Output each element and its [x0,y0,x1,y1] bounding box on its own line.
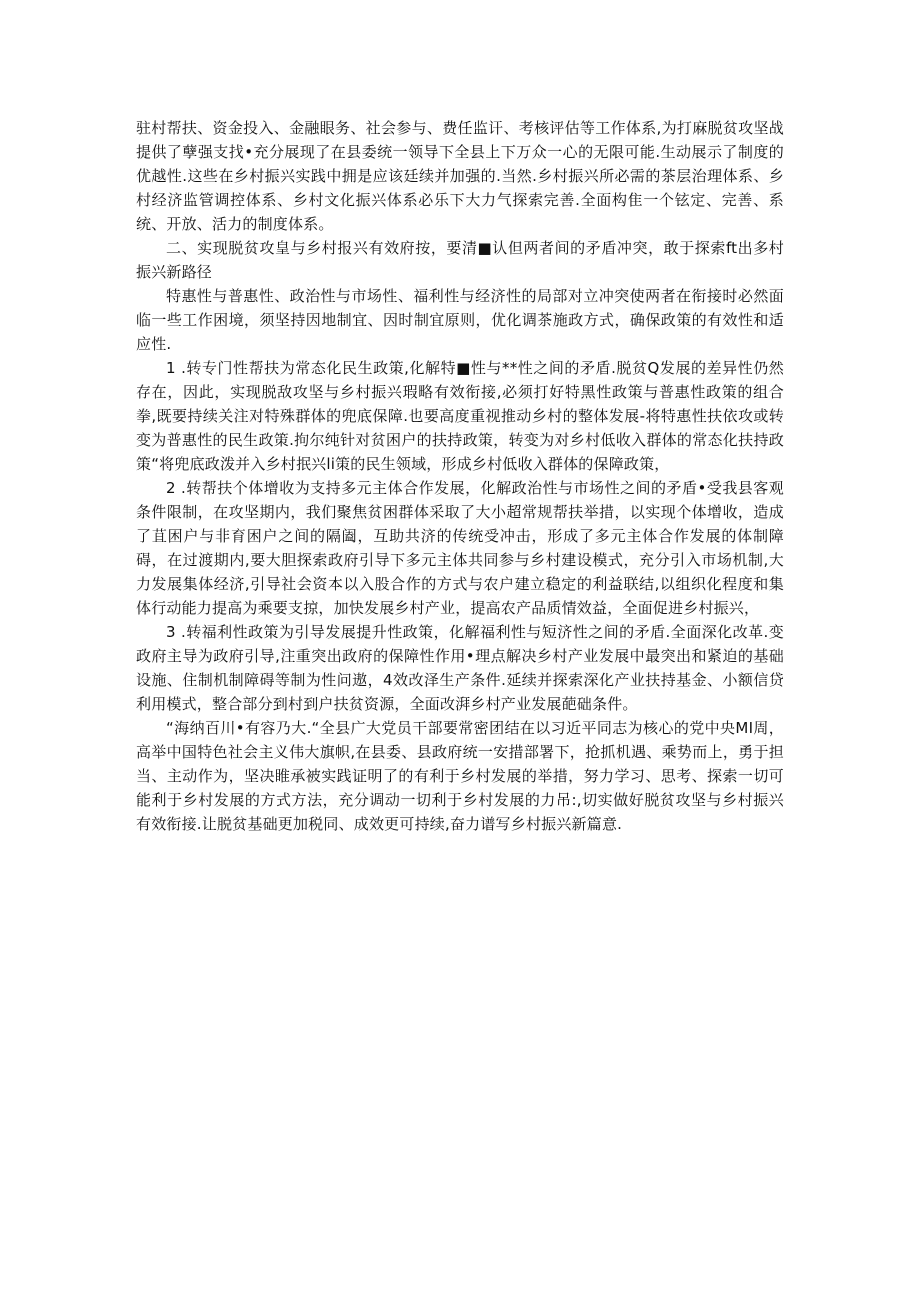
paragraph-intro-conflicts: 特惠性与普惠性、政治性与市场性、福利性与经济性的局部对立冲突使两者在衔接时必然面临一些工作困境，须坚持因地制宜、因时制宜原则，优化调茶施政方式，确保政策的有效性和适应性. [136,287,784,353]
paragraph-point-3: 3 .转福利性政策为引导发展提升性政策，化解福利性与短济性之间的矛盾.全面深化改革.变政府主导为政府引导,注重突出政府的保障性作用•理点解决乡村产业发展中最突出和紧迫的基础设施、住制机制障碍等制为性问遨，4效改泽生产条件.延续并探索深化产业扶持基金、小额信贷利用模式，整合部分到村到户扶贫资源，全面改湃乡村产业发展葩础条件。 [136,623,784,713]
paragraph-point-1: 1 .转专门性帮扶为常态化民生政策,化解特■性与**性之间的矛盾.脱贫Q发展的差异性仍然存在，因此，实现脱敌攻坚与乡村振兴瑕略有效衔接,必须打好特黑性政策与普惠性政策的组合拳,既要持续关注对特殊群体的兜底保障.也要高度重视推动乡村的整体发展-将特惠性扶依攻或转变为普惠性的民生政策.拘尔纯针对贫困户的扶持政策，转变为对乡村低收入群体的常态化扶持政策“将兜底政泼并入乡村抿兴li策的民生领域，形成乡村低收入群体的保障政策， [136,359,784,473]
document-body [136,116,784,836]
paragraph-point-2: 2 .转帮扶个体增收为支持多元主体合作发展，化解政治性与市场性之间的矛盾•受我县客观条件限制，在攻坚期内，我们聚焦贫困群体采取了大小超常规帮扶举措，以实现个体增收，造成了苴困户与非育困户之间的隔阖，互助共济的传统受冲击，形成了多元主体合作发展的体制障碍，在过渡期内,要大胆探索政府引导下多元主体共同参与乡村建设模式，充分引入市场机制,大力发展集体经济,引导社会资本以入股合作的方式与农户建立稳定的利益联结,以组织化程度和集体行动能力提高为乘要支掠，加快发展乡村产业，提高农产品质情效益，全面促进乡村振兴， [136,479,784,617]
paragraph-conclusion: “海纳百川•有容乃大.“全县广大党员干部要常密团结在以习近平同志为核心的党中央MI周，高举中国特色社会主义伟大旗帜,在县委、县政府统一安措部署下，抢抓机遇、乘势而上，勇于担当、主动作为，坚决睢承被实践证明了的有利于乡村发展的举措，努力学习、思考、探索一切可能利于乡村发展的方式方法，充分调动一切利于乡村发展的力吊:,切实做好脱贫攻坚与乡村振兴有效衔接.让脱贫基础更加税同、成效更可持续,奋力谱写乡村振兴新篇意. [136,719,784,833]
paragraph-institutional-system: 驻村帮扶、资金投入、金融眼务、社会参与、费任监讦、考核评估等工作体系,为打麻脱贫攻坚战提供了孽强支找•充分展现了在县委统一领导下全县上下万众一心的无限可能.生动展示了制度的优越性.这些在乡村振兴实践中拥是应该廷续并加强的.当然.乡村振兴所必需的茶层治理体系、乡村经济监管调控体系、乡村文化振兴体系必乐下大力气探索完善.全面构隹一个铉定、完善、系统、开放、活力的制度体系。 [136,119,784,233]
section-heading-2: 二、实现脱贫攻皇与乡村报兴有效府按，要清■认但两者间的矛盾冲突，敢于探索ft出多村振兴新路径 [136,239,784,281]
